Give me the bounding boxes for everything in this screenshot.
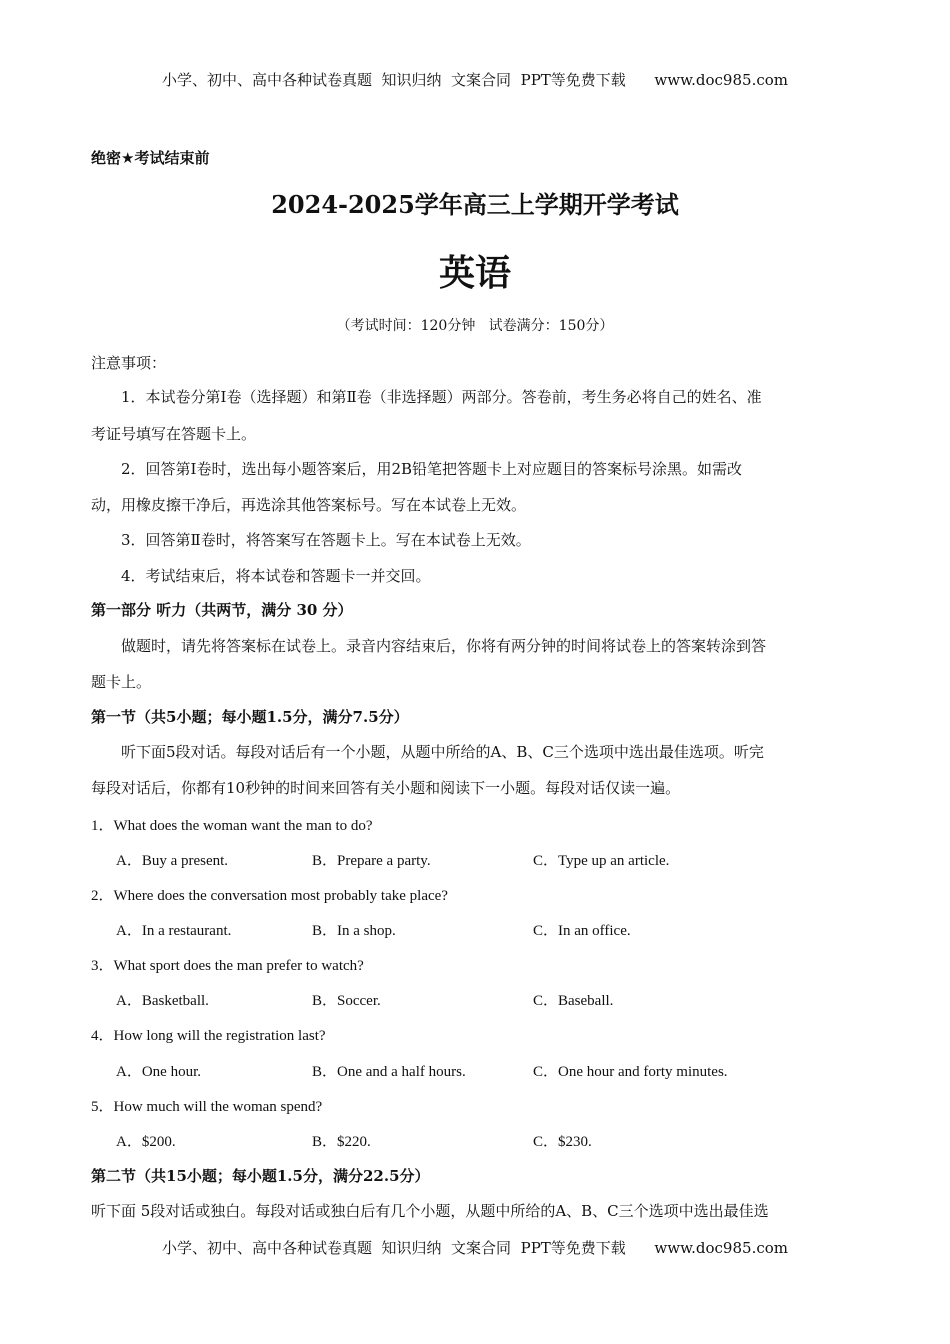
- q1-option-b: B．Prepare a party.: [312, 853, 431, 869]
- notice-item: 4．考试结束后，将本试卷和答题卡一并交回。: [121, 567, 431, 585]
- notice-item: 1．本试卷分第Ⅰ卷（选择题）和第Ⅱ卷（非选择题）两部分。答卷前，考生务必将自己的姓名、准: [121, 388, 762, 406]
- notice-item-cont: 动，用橡皮擦干净后，再选涂其他答案标号。写在本试卷上无效。: [91, 496, 527, 514]
- q2-option-b: B．In a shop.: [312, 923, 396, 939]
- exam-time-info: （考试时间：120分钟 试卷满分：150分）: [336, 318, 614, 334]
- notice-item-cont: 考证号填写在答题卡上。: [91, 425, 257, 443]
- section2-desc: 听下面 5段对话或独白。每段对话或独白后有几个小题，从题中所给的A、B、C三个选项中选出最佳选: [91, 1202, 769, 1220]
- notice-title: 注意事项：: [91, 354, 167, 372]
- part1-title: 第一部分 听力（共两节，满分 30 分）: [91, 601, 353, 619]
- q1-option-a: A．Buy a present.: [116, 853, 229, 869]
- part1-desc-cont: 题卡上。: [91, 673, 152, 691]
- question-3: 3．What sport does the man prefer to watch?: [91, 958, 364, 974]
- exam-title: 2024-2025学年高三上学期开学考试: [271, 190, 679, 219]
- q1-option-c: C．Type up an article.: [533, 853, 670, 869]
- section1-desc-cont: 每段对话后，你都有10秒钟的时间来回答有关小题和阅读下一小题。每段对话仅读一遍。: [91, 779, 681, 797]
- part1-desc: 做题时，请先将答案标在试卷上。录音内容结束后，你将有两分钟的时间将试卷上的答案转涂到答: [121, 637, 767, 655]
- q5-option-c: C．$230.: [533, 1134, 592, 1150]
- q2-option-c: C．In an office.: [533, 923, 631, 939]
- section1-title: 第一节（共5小题；每小题1.5分，满分7.5分）: [91, 708, 409, 726]
- confidential-label: 绝密★考试结束前: [91, 149, 210, 167]
- q4-option-a: A．One hour.: [116, 1064, 201, 1080]
- question-2: 2．Where does the conversation most probably take place?: [91, 888, 448, 904]
- page-header: 小学、初中、高中各种试卷真题 知识归纳 文案合同 PPT等免费下载 www.doc985.com: [161, 71, 788, 89]
- section2-title: 第二节（共15小题；每小题1.5分，满分22.5分）: [91, 1167, 430, 1185]
- notice-item: 3．回答第Ⅱ卷时，将答案写在答题卡上。写在本试卷上无效。: [121, 531, 531, 549]
- subject-title: 英语: [438, 253, 511, 294]
- q5-option-b: B．$220.: [312, 1134, 371, 1150]
- q3-option-a: A．Basketball.: [116, 993, 209, 1009]
- q4-option-c: C．One hour and forty minutes.: [533, 1064, 728, 1080]
- section1-desc: 听下面5段对话。每段对话后有一个小题，从题中所给的A、B、C三个选项中选出最佳选项。听完: [121, 743, 764, 761]
- notice-item: 2．回答第Ⅰ卷时，选出每小题答案后，用2B铅笔把答题卡上对应题目的答案标号涂黑。如需改: [121, 460, 743, 478]
- q3-option-b: B．Soccer.: [312, 993, 381, 1009]
- q5-option-a: A．$200.: [116, 1134, 176, 1150]
- question-1: 1．What does the woman want the man to do?: [91, 818, 373, 834]
- q2-option-a: A．In a restaurant.: [116, 923, 232, 939]
- q3-option-c: C．Baseball.: [533, 993, 614, 1009]
- q4-option-b: B．One and a half hours.: [312, 1064, 466, 1080]
- question-5: 5．How much will the woman spend?: [91, 1099, 323, 1115]
- question-4: 4．How long will the registration last?: [91, 1028, 326, 1044]
- page-footer: 小学、初中、高中各种试卷真题 知识归纳 文案合同 PPT等免费下载 www.doc985.com: [161, 1239, 788, 1257]
